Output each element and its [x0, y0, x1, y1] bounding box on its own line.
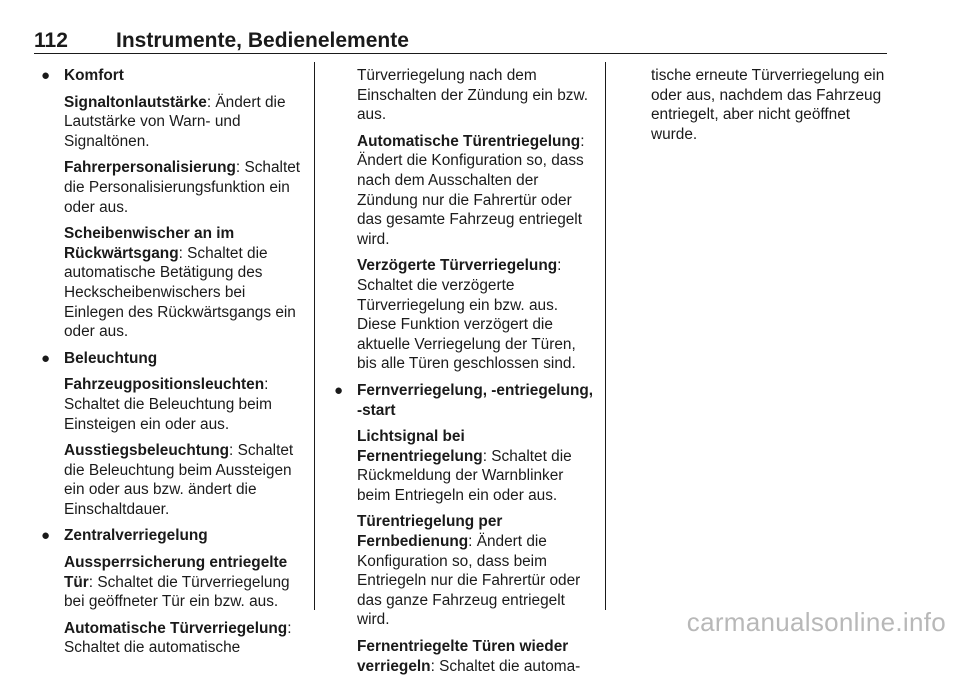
column-divider [605, 62, 606, 610]
setting-entry [64, 375, 307, 434]
setting-description: : Schaltet die Beleuchtung beim Einsteigen ein oder aus. [64, 376, 272, 433]
setting-description: : Ändert die Konfiguration so, dass beim Entriegeln nur die Fahrertür oder das ganze Fahrzeug entriegelt wird. [357, 533, 581, 629]
setting-label: Aussperrsicherung entriegelte Tür [64, 554, 288, 591]
setting-entry [64, 619, 307, 658]
setting-label: Automatische Türverriegelung [64, 619, 288, 637]
section-fernverriegelung [336, 381, 598, 676]
page-title: Instrumente, Bedienelemente [116, 29, 409, 52]
setting-entry [64, 441, 307, 519]
setting-label: Ausstiegsbeleuchtung [64, 442, 230, 460]
section-beleuchtung [37, 349, 307, 520]
setting-description: : Ändert die Konfiguration so, dass nach dem Ausschalten der Zündung nur die Fahrertür oder das gesamte Fahrzeug entriegelt wird. [357, 132, 585, 248]
setting-entry [64, 93, 307, 152]
setting-description: : Ändert die Lautstärke von Warn- und Signaltönen. [64, 93, 286, 150]
section-title: Fernverriegelung, -entriegelung, -start [357, 381, 594, 419]
watermark: carmanualsonline.info [686, 607, 946, 637]
setting-entry [64, 224, 307, 342]
setting-label: Lichtsignal bei Fernentriegelung [357, 428, 483, 465]
page-header [34, 27, 887, 54]
setting-description: : Schaltet die Beleuchtung beim Aussteigen ein oder aus bzw. ändert die Einschaltdauer. [64, 442, 294, 518]
setting-label: Fahrerpersonalisierung [64, 159, 236, 177]
section-komfort [37, 66, 307, 342]
setting-label: Signaltonlautstärke [64, 93, 207, 111]
setting-description: : Schaltet die verzögerte Türverriegelung ein bzw. aus. Diese Funktion verzögert die aktuelle Verriegelung der Türen, bis alle Türen geschlossen sind. [357, 257, 576, 373]
column-1 [37, 66, 307, 665]
bullet-icon: ● [334, 381, 344, 399]
section-title: Beleuchtung [64, 349, 158, 367]
page-number: 112 [34, 29, 68, 52]
column-divider [314, 62, 315, 610]
bullet-icon: ● [41, 349, 51, 367]
setting-description: : Schaltet die Personalisierungsfunktion ein oder aus. [64, 159, 301, 216]
bullet-icon: ● [41, 527, 51, 545]
setting-label: Automatische Türentriegelung [357, 132, 581, 150]
setting-entry [357, 512, 598, 630]
setting-entry [357, 637, 598, 676]
bullet-icon: ● [41, 67, 51, 84]
continued-text: tische erneute Türverriegelung ein oder aus, nachdem das Fahrzeug entriegelt, aber nicht geöffnet wurde. [651, 67, 885, 143]
setting-label: Scheibenwischer an im Rückwärtsgang [64, 225, 235, 262]
setting-label: Fernentriegelte Türen wieder verriegeln [357, 638, 569, 675]
setting-entry [64, 553, 307, 612]
setting-description: : Schaltet die Rückmeldung der Warnblinker beim Entriegeln ein oder aus. [357, 447, 572, 504]
section-zentralverriegelung [37, 526, 307, 658]
setting-description: : Schaltet die automatische [64, 619, 292, 657]
setting-description: : Schaltet die automa- [430, 657, 581, 675]
setting-label: Fahrzeugpositionsleuchten [64, 376, 265, 394]
column-3 [630, 66, 892, 151]
setting-description: : Schaltet die automatische Betätigung des Heckscheibenwischers bei Einlegen des Rückwärtsgangs ein oder aus. [64, 244, 296, 341]
setting-label: Verzögerte Türverriegelung [357, 257, 558, 275]
section-title: Zentralverriegelung [64, 527, 208, 545]
continued-text: Türverriegelung nach dem Einschalten der Zündung ein bzw. aus. [357, 67, 589, 124]
setting-entry [357, 427, 598, 505]
setting-entry [336, 256, 598, 374]
setting-label: Türentriegelung per Fernbedienung [357, 513, 503, 551]
section-title: Komfort [64, 67, 124, 84]
setting-entry [64, 158, 307, 217]
setting-description: : Schaltet die Türverriegelung bei geöffneter Tür ein bzw. aus. [64, 573, 290, 611]
setting-entry [336, 132, 598, 250]
column-2 [336, 66, 598, 683]
